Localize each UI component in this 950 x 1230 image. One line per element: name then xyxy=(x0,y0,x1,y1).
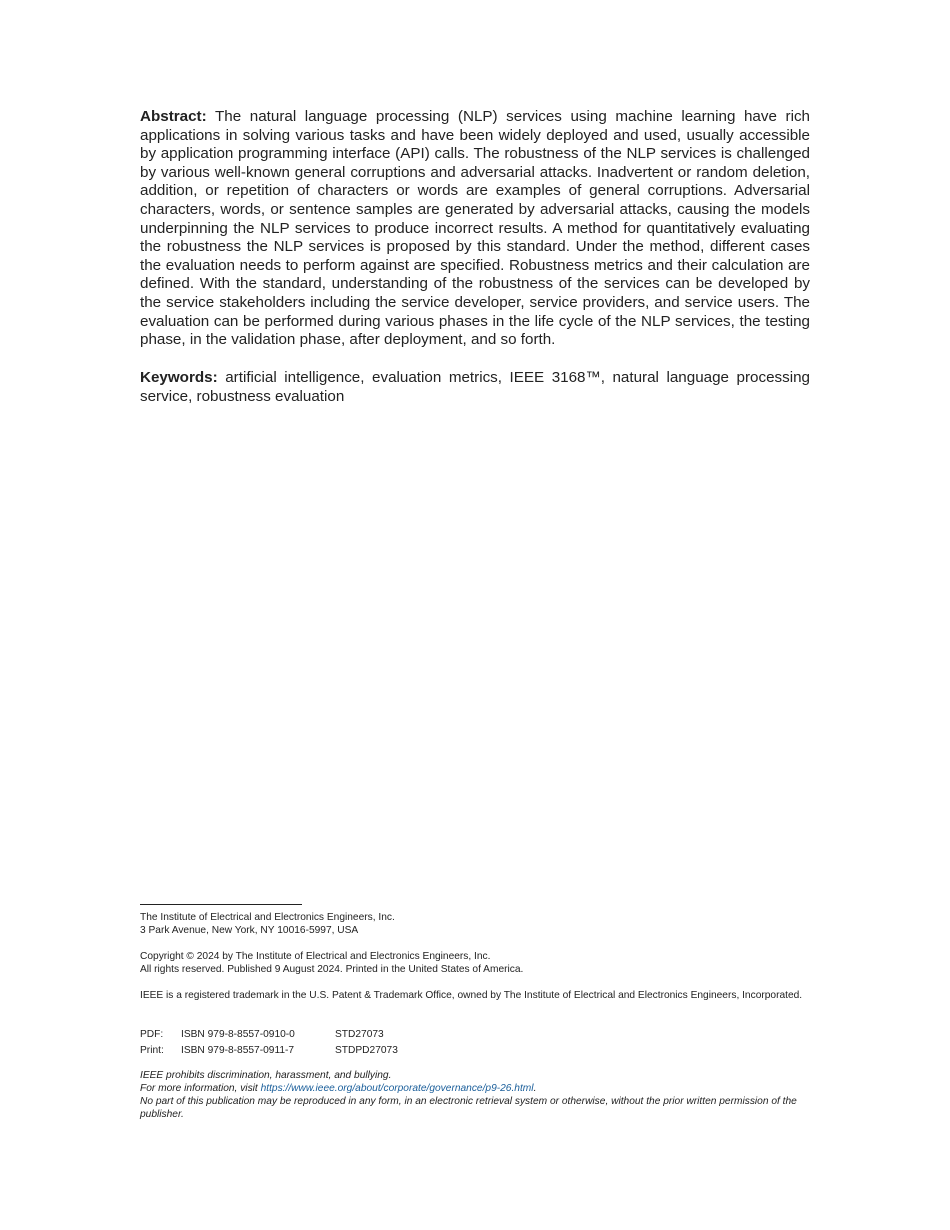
isbn-number: ISBN 979-8-8557-0910-0 xyxy=(181,1029,295,1040)
isbn-table xyxy=(140,1027,812,1058)
isbn-number: ISBN 979-8-8557-0911-7 xyxy=(181,1044,295,1056)
more-info-line xyxy=(140,1082,812,1095)
isbn-code: STD27073 xyxy=(335,1029,384,1040)
isbn-row-pdf xyxy=(140,1027,812,1043)
more-info-suffix: . xyxy=(533,1083,537,1094)
isbn-code: STDPD27073 xyxy=(335,1044,398,1056)
publisher-address: 3 Park Avenue, New York, NY 10016-5997, USA xyxy=(140,925,359,936)
copyright-line: Copyright © 2024 by The Institute of Electrical and Electronics Engineers, Inc. xyxy=(140,951,491,962)
isbn-format: PDF: xyxy=(140,1029,164,1040)
keywords-text: artificial intelligence, evaluation metrics, IEEE 3168™, natural language processing service, robustness evaluation xyxy=(140,369,810,405)
legal-notice xyxy=(140,1069,812,1121)
keywords-label: Keywords: xyxy=(140,369,218,386)
isbn-format: Print: xyxy=(140,1044,164,1056)
copyright-block xyxy=(140,950,812,976)
footnote-divider xyxy=(140,904,302,905)
reproduction-notice: No part of this publication may be reproduced in any form, in an electronic retrieval system or otherwise, without the prior written permission of the publisher. xyxy=(140,1096,797,1120)
keywords-paragraph xyxy=(140,369,810,406)
isbn-row-print xyxy=(140,1043,812,1059)
abstract-text: The natural language processing (NLP) services using machine learning have rich applications in solving various tasks and have been widely deployed and used, usually accessible by application programming interface (API) calls. The robustness of the NLP services is challenged by various well-known general corruptions and adversarial attacks. Inadvertent or random deletion, addition, or repetition of characters or words are examples of general corruptions. Adversarial characters, words, or sentence samples are generated by adversarial attacks, causing the models underpinning the NLP services to produce incorrect results. A method for quantitatively evaluating the robustness the NLP services is proposed by this standard. Under the method, different cases the evaluation needs to perform against are specified. Robustness metrics and their calculation are defined. With the standard, understanding of the robustness of the services can be developed by the service stakeholders including the service developer, service providers, and service users. The evaluation can be performed during various phases in the life cycle of the NLP services, the testing phase, in the validation phase, after deployment, and so forth. xyxy=(140,108,810,349)
more-info-prefix: For more information, visit xyxy=(140,1083,261,1094)
governance-link[interactable]: https://www.ieee.org/about/corporate/governance/p9-26.html xyxy=(260,1083,534,1094)
rights-line: All rights reserved. Published 9 August 2024. Printed in the United States of America. xyxy=(140,964,524,975)
abstract-paragraph xyxy=(140,108,810,350)
publisher-name: The Institute of Electrical and Electronics Engineers, Inc. xyxy=(140,912,395,923)
trademark-notice: IEEE is a registered trademark in the U.S. Patent & Trademark Office, owned by The Institute of Electrical and Electronics Engineers, Incorporated. xyxy=(140,990,803,1001)
policy-line: IEEE prohibits discrimination, harassment, and bullying. xyxy=(140,1070,392,1081)
abstract-label: Abstract: xyxy=(140,108,207,125)
publisher-block xyxy=(140,911,812,937)
